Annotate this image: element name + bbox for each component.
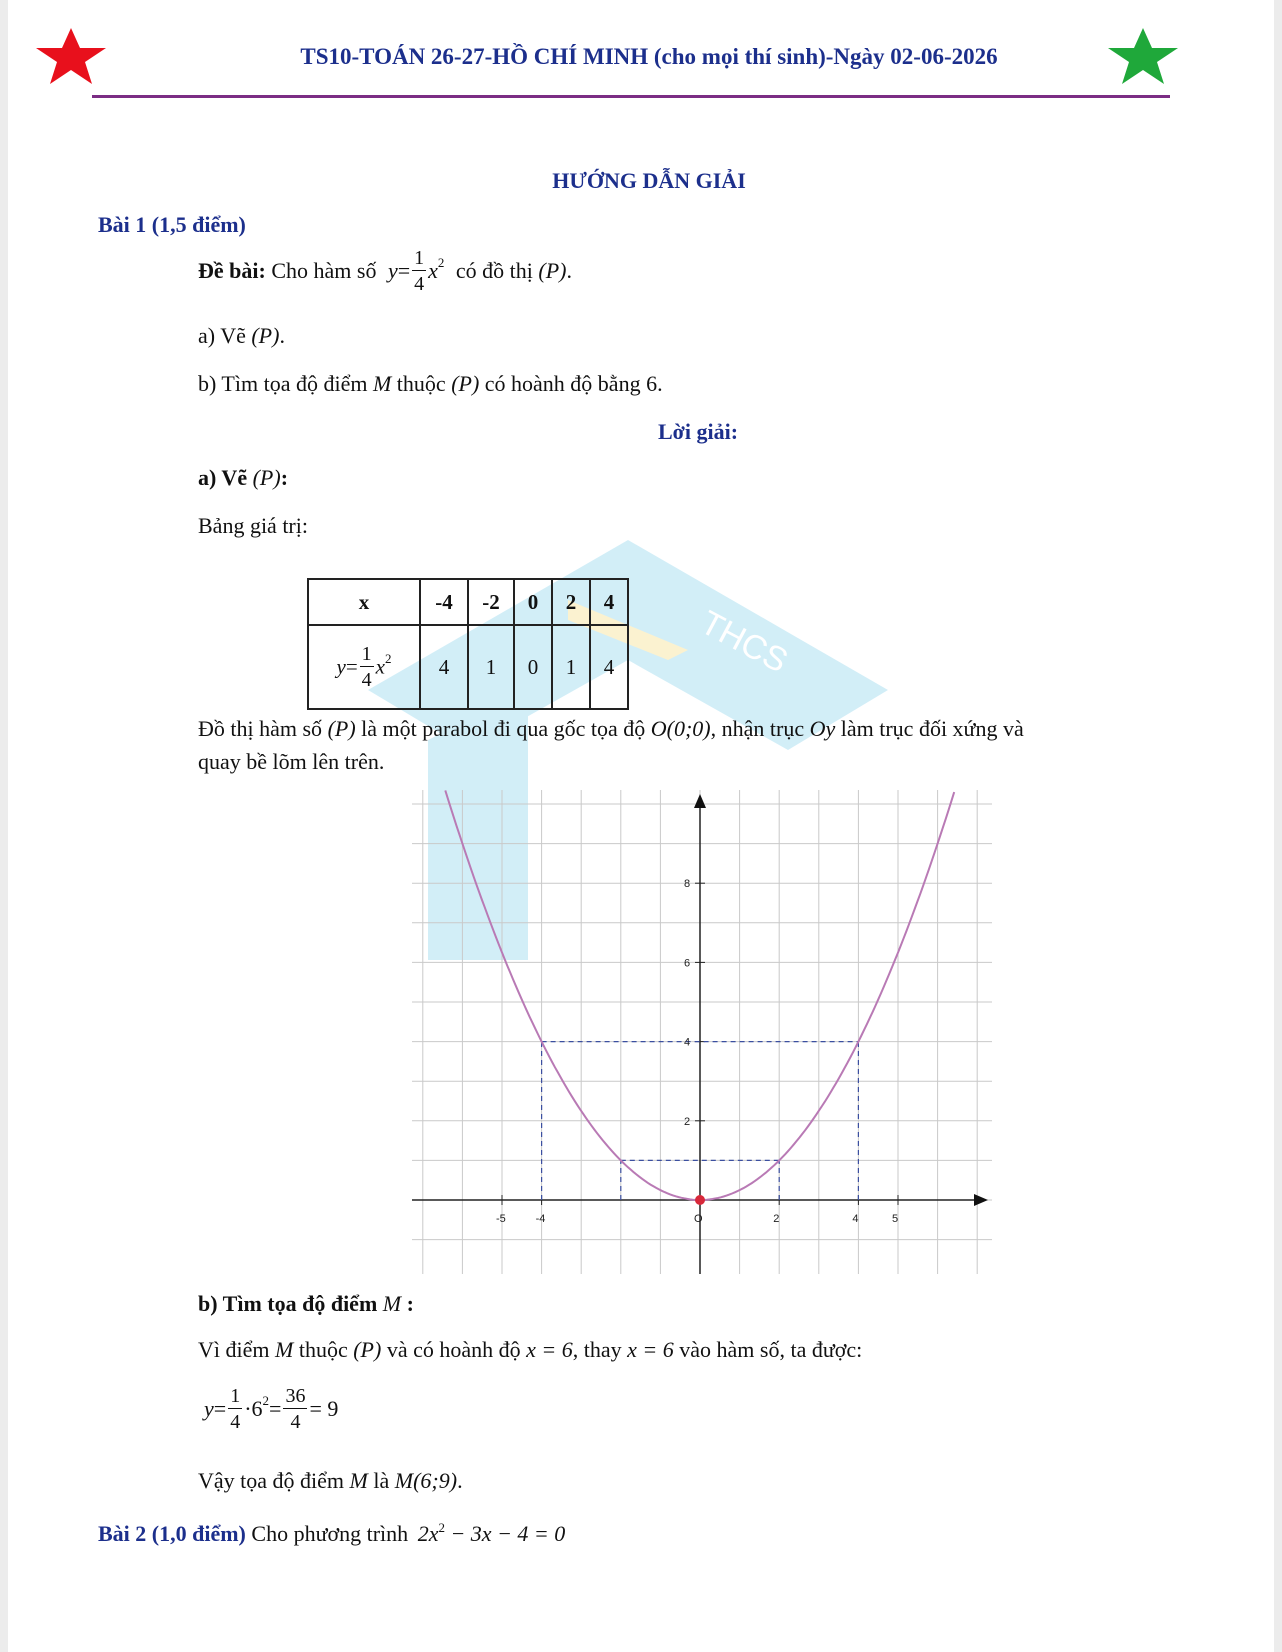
origin-coord: O(0;0) xyxy=(650,716,711,741)
question-b-prefix: b) Tìm tọa độ điểm xyxy=(198,371,368,396)
calc-fraction-1 xyxy=(228,1386,242,1432)
x-axis-arrow-icon xyxy=(974,1194,988,1206)
solution-b-label: b) Tìm tọa độ điểm xyxy=(198,1291,378,1316)
graph-desc-2: là một parabol đi qua gốc tọa độ xyxy=(361,716,646,741)
period: . xyxy=(566,258,572,283)
table-header-y xyxy=(308,625,420,709)
calc-exp: 2 xyxy=(262,1393,270,1409)
bai2-text: Cho phương trình xyxy=(251,1521,409,1546)
origin-point xyxy=(695,1195,705,1205)
value-table xyxy=(307,578,629,710)
table-y-cell: 1 xyxy=(468,625,514,709)
calc-num-2: 36 xyxy=(285,1385,306,1407)
graph-name: (P) xyxy=(251,323,280,348)
parabola-graph xyxy=(412,790,992,1274)
solution-b-text-5: vào hàm số, ta được: xyxy=(679,1337,863,1362)
solution-b-text-4: , thay xyxy=(572,1337,622,1362)
func-x: x xyxy=(428,258,438,283)
question-b-end: có hoành độ bằng 6. xyxy=(484,371,663,396)
point-m: M xyxy=(372,371,392,396)
calc-six: 6 xyxy=(251,1396,263,1421)
bai1-heading: Bài 1 (1,5 điểm) xyxy=(98,212,246,237)
graph-desc-3: , nhận trục xyxy=(710,716,805,741)
bai2-eq-b: − 3x − 4 = 0 xyxy=(450,1521,566,1546)
calculation-line xyxy=(204,1386,338,1432)
table-y-cell: 4 xyxy=(590,625,628,709)
x-tick-label: O xyxy=(694,1213,703,1225)
svg-text:THCS: THCS xyxy=(694,603,794,681)
bai2-eq-exp: 2 xyxy=(438,1520,445,1535)
y-tick-label: 2 xyxy=(684,1115,691,1128)
point-m: M xyxy=(349,1468,368,1493)
func-exp: 2 xyxy=(385,650,392,666)
graph-name: (P) xyxy=(451,371,480,396)
table-x-cell: -2 xyxy=(468,579,514,625)
graph-name: (P) xyxy=(327,716,356,741)
solution-b-text-2: thuộc xyxy=(298,1337,348,1362)
func-fraction xyxy=(412,248,426,294)
de-bai-line xyxy=(198,248,572,294)
de-bai-text: Cho hàm số xyxy=(271,258,377,283)
table-header-x: x xyxy=(308,579,420,625)
conclusion-text-2: là xyxy=(373,1468,390,1493)
de-bai-label: Đề bài: xyxy=(198,258,266,283)
conclusion xyxy=(198,1468,463,1494)
graph-description-2: quay bề lõm lên trên. xyxy=(198,749,385,774)
table-y-cell: 1 xyxy=(552,625,590,709)
y-axis-arrow-icon xyxy=(694,794,706,808)
func-x: x xyxy=(375,654,385,679)
loi-giai-heading: Lời giải: xyxy=(658,419,739,444)
period: . xyxy=(279,323,285,348)
x-tick-label: -5 xyxy=(496,1213,506,1225)
header-rule xyxy=(92,95,1170,98)
bai2-line xyxy=(98,1520,565,1547)
bai2-heading: Bài 2 (1,0 điểm) xyxy=(98,1521,246,1546)
calc-num-1: 1 xyxy=(230,1385,241,1407)
calc-fraction-2 xyxy=(283,1386,307,1432)
x-tick-label: -4 xyxy=(535,1213,546,1225)
question-b xyxy=(198,371,663,397)
oy-axis: Oy xyxy=(809,716,836,741)
solution-b-text xyxy=(198,1337,862,1363)
document-header-title: TS10-TOÁN 26-27-HỒ CHÍ MINH (cho mọi thí sinh)-Ngày 02-06-2026 xyxy=(300,44,998,69)
graph-desc-1: Đồ thị hàm số xyxy=(198,716,323,741)
calc-eq: = xyxy=(269,1396,282,1421)
calc-result: = 9 xyxy=(309,1396,339,1421)
document-page xyxy=(8,0,1274,1652)
x-tick-label: 4 xyxy=(852,1213,859,1225)
calc-eq: = xyxy=(213,1396,227,1421)
y-tick-label: 4 xyxy=(684,1036,691,1049)
solution-b-text-3: và có hoành độ xyxy=(386,1337,521,1362)
de-bai-text-2: có đồ thị xyxy=(455,258,533,283)
graph-name: (P) xyxy=(538,258,567,283)
conclusion-text-1: Vậy tọa độ điểm xyxy=(198,1468,345,1493)
graph-name: (P) xyxy=(353,1337,382,1362)
table-y-cell: 0 xyxy=(514,625,552,709)
graph-desc-4: làm trục đối xứng và xyxy=(840,716,1024,741)
point-m: M xyxy=(275,1337,294,1362)
colon: : xyxy=(406,1291,414,1316)
section-title: HƯỚNG DẪN GIẢI xyxy=(552,168,746,193)
x-tick-label: 2 xyxy=(773,1213,780,1225)
table-x-cell: -4 xyxy=(420,579,468,625)
func-eq: = xyxy=(345,654,358,679)
func-y: y xyxy=(387,258,398,283)
x-equals-6: x = 6 xyxy=(526,1337,573,1362)
func-eq: = xyxy=(397,258,411,283)
conclusion-point: M(6;9) xyxy=(394,1468,458,1493)
colon: : xyxy=(280,465,289,490)
x-equals-6: x = 6 xyxy=(627,1337,674,1362)
solution-b-heading xyxy=(198,1291,414,1317)
func-den: 4 xyxy=(414,273,425,295)
question-a-prefix: a) Vẽ xyxy=(198,323,246,348)
table-y-cell: 4 xyxy=(420,625,468,709)
question-a xyxy=(198,323,285,349)
solution-a-label: a) Vẽ xyxy=(198,465,248,490)
func-num: 1 xyxy=(361,643,372,665)
question-b-mid: thuộc xyxy=(396,371,446,396)
calc-dot: · xyxy=(244,1396,252,1421)
calc-den-2: 4 xyxy=(290,1411,301,1433)
graph-name: (P) xyxy=(252,465,281,490)
func-fraction xyxy=(360,644,374,690)
value-table-caption: Bảng giá trị: xyxy=(198,513,308,538)
table-x-cell: 4 xyxy=(590,579,628,625)
graph-description xyxy=(198,716,1024,742)
func-num: 1 xyxy=(414,247,425,269)
func-exp: 2 xyxy=(437,255,445,271)
point-m: M xyxy=(382,1291,402,1316)
table-x-cell: 2 xyxy=(552,579,590,625)
calc-y: y xyxy=(204,1396,214,1421)
y-tick-label: 8 xyxy=(684,878,691,891)
bai2-eq-a: 2x xyxy=(417,1521,439,1546)
y-tick-label: 6 xyxy=(684,957,691,970)
solution-b-text-1: Vì điểm xyxy=(198,1337,270,1362)
x-tick-label: 5 xyxy=(892,1213,899,1225)
calc-den-1: 4 xyxy=(230,1411,241,1433)
solution-a-heading xyxy=(198,465,288,491)
table-x-cell: 0 xyxy=(514,579,552,625)
period: . xyxy=(457,1468,463,1493)
func-den: 4 xyxy=(361,669,372,691)
func-y: y xyxy=(336,654,346,679)
